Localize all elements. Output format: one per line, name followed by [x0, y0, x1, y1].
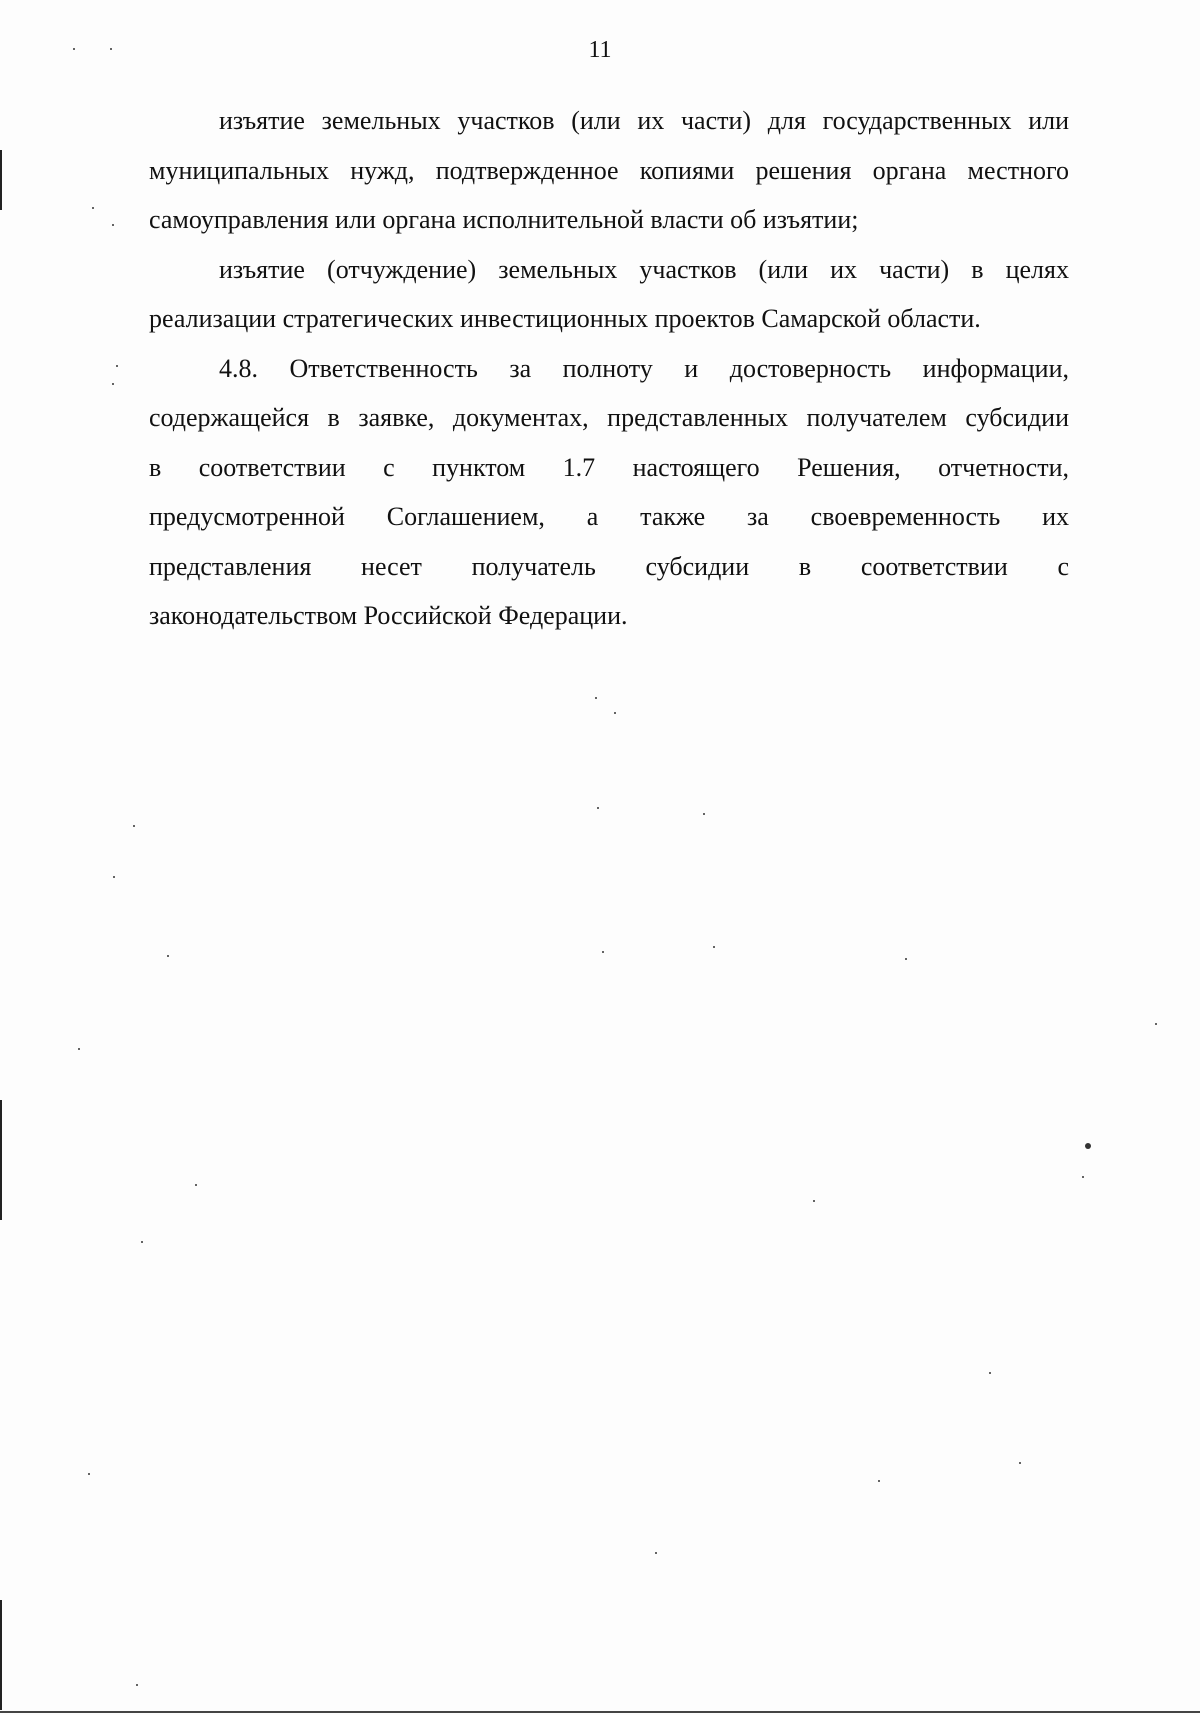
paragraph-land-withdrawal-state-needs	[149, 96, 1069, 245]
document-body	[149, 96, 1069, 641]
scan-speck	[88, 1473, 90, 1475]
scan-speck	[905, 958, 907, 960]
scan-speck	[133, 825, 135, 827]
page-number: 11	[588, 37, 612, 63]
scan-speck	[78, 1048, 80, 1050]
scan-speck	[1155, 1023, 1157, 1025]
scan-left-edge	[0, 150, 2, 210]
scan-left-edge	[0, 1100, 2, 1220]
scan-speck	[1085, 1143, 1091, 1149]
scan-speck	[92, 207, 94, 209]
scan-speck	[195, 1184, 197, 1186]
scan-speck	[167, 955, 169, 957]
text-line: изъятие земельных участков (или их части) для государственных или	[219, 106, 1069, 135]
text-line: самоуправления или органа исполнительной власти об изъятии;	[149, 205, 859, 234]
scan-speck	[595, 697, 597, 699]
text-line: законодательством Российской Федерации.	[149, 601, 628, 630]
text-line: 4.8. Ответственность за полноту и достоверность информации,	[219, 353, 1069, 383]
text-line: реализации стратегических инвестиционных проектов Самарской области.	[149, 304, 981, 333]
scan-speck	[989, 1372, 991, 1374]
scan-speck	[112, 224, 114, 226]
paragraph-land-withdrawal-investment-projects	[149, 245, 1069, 344]
text-line: содержащейся в заявке, документах, представленных получателем субсидии	[149, 403, 1069, 432]
scan-speck	[813, 1200, 815, 1202]
scan-speck	[614, 712, 616, 714]
scan-speck	[113, 876, 115, 878]
text-line: муниципальных нужд, подтвержденное копиями решения органа местного	[149, 155, 1069, 185]
scan-speck	[73, 48, 75, 50]
scan-speck	[655, 1552, 657, 1554]
scan-speck	[112, 383, 114, 385]
scan-speck	[878, 1480, 880, 1482]
text-line: предусмотренной Соглашением, а также за своевременность их	[149, 502, 1069, 531]
scan-speck	[1019, 1462, 1021, 1464]
scan-speck	[116, 365, 118, 367]
scan-left-edge	[0, 1600, 2, 1710]
paragraph-clause-4-8-responsibility	[149, 344, 1069, 641]
scan-speck	[110, 48, 112, 50]
scan-speck	[713, 946, 715, 948]
scan-speck	[136, 1684, 138, 1686]
scan-speck	[1082, 1176, 1084, 1178]
text-line: изъятие (отчуждение) земельных участков (или их части) в целях	[219, 254, 1069, 284]
scan-speck	[602, 951, 604, 953]
scan-speck	[597, 807, 599, 809]
scan-speck	[703, 813, 705, 815]
scan-speck	[141, 1241, 143, 1243]
scan-bottom-edge	[0, 1711, 1200, 1713]
text-line: представления несет получатель субсидии в соответствии с	[149, 551, 1069, 581]
text-line: в соответствии с пунктом 1.7 настоящего Решения, отчетности,	[149, 452, 1069, 482]
